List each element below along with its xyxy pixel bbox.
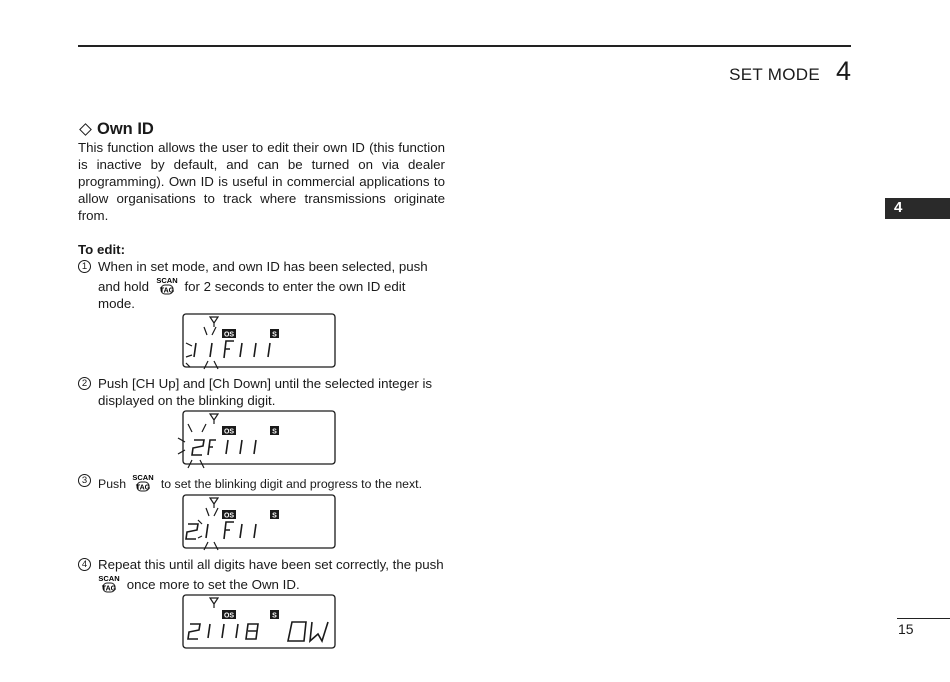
step-text-cont: once more to set the Own ID. <box>126 577 300 592</box>
step-2 <box>78 375 445 409</box>
chapter-number: 4 <box>835 56 851 86</box>
key-label-bottom: TAG <box>136 484 151 492</box>
lcd-display-1 <box>182 313 336 368</box>
page-header <box>729 56 851 87</box>
section-title <box>78 119 445 139</box>
lcd-display-3 <box>182 494 336 549</box>
intro-paragraph: This function allows the user to edit their own ID (this function is inactive by default, and can be turned on via dealer programming). Own ID is useful in commercial applications to allow organisations to track where transmissions originate from. <box>78 140 445 223</box>
lcd-display-2 <box>182 410 336 465</box>
section-name: SET MODE <box>729 65 820 84</box>
bottom-rule <box>897 618 950 619</box>
step-text: Repeat this until all digits have been set correctly, the push <box>98 557 444 572</box>
key-label-bottom: TAG <box>101 585 117 593</box>
step-text-cont: to set the blinking digit and progress to the next. <box>160 477 423 491</box>
step-text-cont: for 2 seconds to enter the own ID edit mode. <box>98 279 406 311</box>
chapter-tab: 4 <box>885 198 950 219</box>
key-label-top: SCAN <box>156 276 178 285</box>
key-label-top: SCAN <box>132 473 155 482</box>
os-label: OS <box>223 512 235 520</box>
lcd-svg-3 <box>182 494 342 554</box>
step-1 <box>78 258 445 312</box>
os-label: OS <box>223 612 235 620</box>
step-number: 1 <box>78 260 91 273</box>
s-label: S <box>272 331 277 339</box>
lcd-svg-1 <box>182 313 342 373</box>
s-label: S <box>272 428 277 436</box>
key-label-top: SCAN <box>98 574 120 583</box>
lcd-display-4 <box>182 594 336 649</box>
step-3 <box>78 472 445 493</box>
lcd-svg-2 <box>182 410 342 470</box>
step-number: 4 <box>78 558 91 571</box>
page-number: 15 <box>898 621 914 637</box>
section-title-text: Own ID <box>97 119 154 138</box>
scan-tag-key-icon <box>98 573 120 593</box>
top-rule <box>78 45 851 47</box>
scan-tag-key-icon <box>156 275 178 295</box>
s-label: S <box>272 612 277 620</box>
step-number: 3 <box>78 474 91 487</box>
scan-tag-key-icon <box>132 472 154 492</box>
step-text: Push [CH Up] and [Ch Down] until the selected integer is displayed on the blinking digit. <box>98 376 433 408</box>
diamond-icon <box>79 123 92 136</box>
os-label: OS <box>223 428 235 436</box>
to-edit-label: To edit: <box>78 242 126 257</box>
step-4 <box>78 556 445 593</box>
lcd-svg-4 <box>182 594 342 654</box>
s-label: S <box>272 512 277 520</box>
os-label: OS <box>223 331 235 339</box>
step-number: 2 <box>78 377 91 390</box>
step-text: When in set mode, and own ID has been selected, push and hold <box>98 259 428 294</box>
own-id-section <box>78 119 445 649</box>
step-text: Push <box>98 477 127 491</box>
key-label-bottom: TAG <box>159 287 174 295</box>
